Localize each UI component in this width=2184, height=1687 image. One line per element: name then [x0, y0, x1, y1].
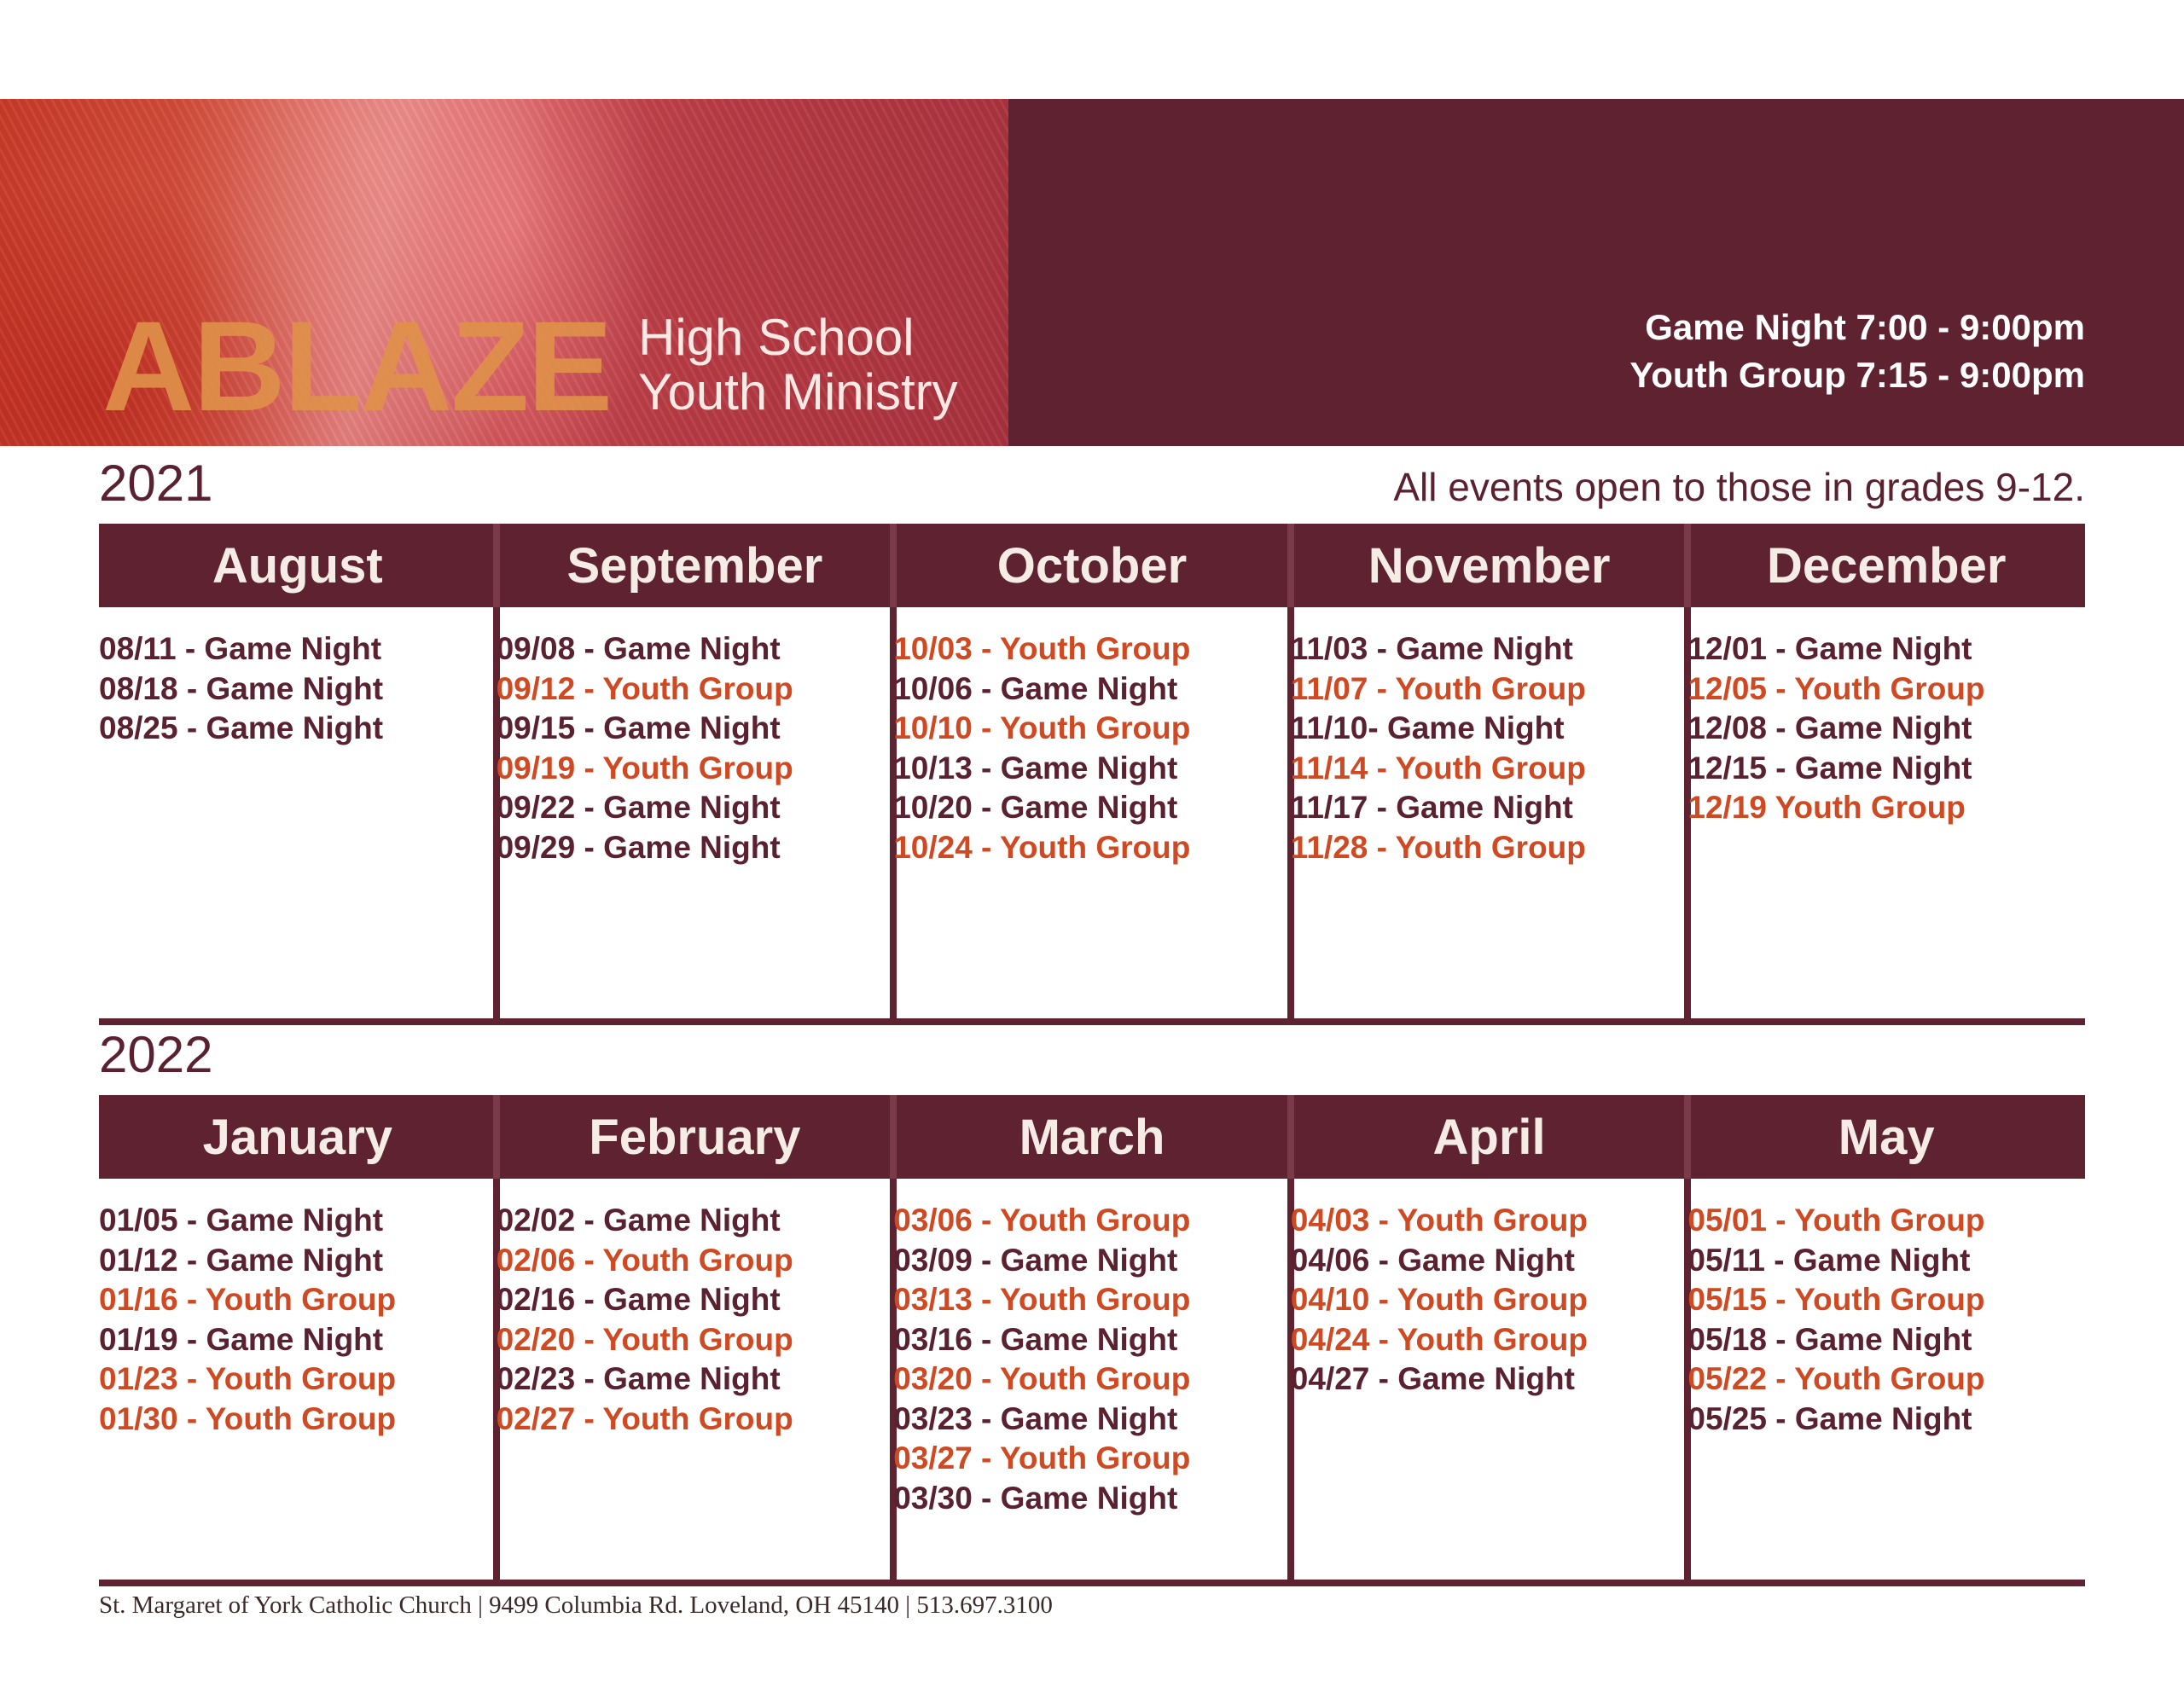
ministry-title	[638, 310, 958, 420]
month-heading: October	[996, 537, 1188, 594]
game-night-event: 03/09 - Game Night	[893, 1242, 1178, 1278]
youth-group-event: 02/27 - Youth Group	[496, 1400, 793, 1436]
game-night-event: 12/08 - Game Night	[1687, 710, 1972, 745]
month-column-december	[1687, 524, 2085, 1025]
game-night-event: 03/23 - Game Night	[893, 1400, 1178, 1436]
youth-group-event: 01/16 - Youth Group	[99, 1282, 397, 1317]
youth-group-event: 10/10 - Youth Group	[893, 710, 1191, 745]
game-night-event: 12/01 - Game Night	[1687, 631, 1972, 666]
youth-group-event: 03/20 - Youth Group	[893, 1361, 1191, 1396]
event-list	[497, 1201, 793, 1439]
game-night-event: 04/27 - Game Night	[1290, 1361, 1575, 1396]
youth-group-event: 12/19 Youth Group	[1687, 790, 1966, 825]
youth-group-time: Youth Group 7:15 - 9:00pm	[1629, 355, 2085, 395]
game-night-event: 05/11 - Game Night	[1687, 1242, 1971, 1278]
game-night-event: 09/08 - Game Night	[496, 631, 781, 666]
event-list	[1687, 1201, 1984, 1439]
month-heading: November	[1368, 537, 1611, 594]
event-times	[1629, 304, 2085, 399]
youth-group-event: 03/13 - Youth Group	[893, 1282, 1191, 1317]
youth-group-event: 04/03 - Youth Group	[1290, 1203, 1588, 1238]
calendar-grid-2021	[99, 524, 2085, 1025]
month-heading: May	[1838, 1109, 1935, 1165]
game-night-event: 10/06 - Game Night	[893, 670, 1178, 706]
game-night-event: 01/19 - Game Night	[99, 1321, 384, 1357]
month-heading: April	[1432, 1109, 1546, 1165]
game-night-event: 09/22 - Game Night	[496, 790, 781, 825]
banner-photo	[0, 99, 1008, 446]
ministry-title-line1: High School	[638, 309, 915, 366]
month-heading: September	[566, 537, 823, 594]
event-list	[1687, 629, 1984, 828]
youth-group-event: 05/01 - Youth Group	[1687, 1203, 1985, 1238]
game-night-event: 03/16 - Game Night	[893, 1321, 1178, 1357]
game-night-event: 08/25 - Game Night	[99, 710, 384, 745]
youth-group-event: 02/06 - Youth Group	[496, 1242, 793, 1278]
month-column-november	[1291, 524, 1688, 1025]
year-label-2022: 2022	[99, 1026, 213, 1083]
game-night-event: 09/15 - Game Night	[496, 710, 781, 745]
month-column-august	[99, 524, 497, 1025]
month-column-may	[1687, 1095, 2085, 1586]
grades-note: All events open to those in grades 9-12.	[1393, 465, 2085, 509]
month-column-september	[497, 524, 894, 1025]
youth-group-event: 09/19 - Youth Group	[496, 750, 793, 786]
youth-group-event: 10/03 - Youth Group	[893, 631, 1191, 666]
youth-group-event: 11/28 - Youth Group	[1290, 829, 1586, 865]
month-heading: January	[202, 1109, 393, 1165]
youth-group-event: 01/30 - Youth Group	[99, 1400, 397, 1436]
youth-group-event: 11/14 - Youth Group	[1290, 750, 1586, 786]
event-list	[99, 629, 383, 749]
game-night-event: 10/20 - Game Night	[893, 790, 1178, 825]
game-night-event: 04/06 - Game Night	[1290, 1242, 1575, 1278]
event-list	[99, 1201, 396, 1439]
game-night-event: 11/03 - Game Night	[1290, 631, 1573, 666]
calendar-grid-2022	[99, 1095, 2085, 1586]
month-heading: August	[212, 537, 383, 594]
youth-group-event: 05/22 - Youth Group	[1687, 1361, 1985, 1396]
event-list	[893, 629, 1190, 867]
year-label-2021: 2021	[99, 455, 213, 512]
youth-group-event: 04/24 - Youth Group	[1290, 1321, 1588, 1357]
game-night-event: 12/15 - Game Night	[1687, 750, 1972, 786]
youth-group-event: 01/23 - Youth Group	[99, 1361, 397, 1396]
game-night-event: 02/02 - Game Night	[496, 1203, 781, 1238]
youth-group-event: 04/10 - Youth Group	[1290, 1282, 1588, 1317]
game-night-event: 11/17 - Game Night	[1290, 790, 1573, 825]
event-list	[497, 629, 793, 867]
game-night-event: 05/25 - Game Night	[1687, 1400, 1972, 1436]
youth-group-event: 10/24 - Youth Group	[893, 829, 1191, 865]
month-column-february	[497, 1095, 894, 1586]
month-column-october	[893, 524, 1291, 1025]
youth-group-event: 09/12 - Youth Group	[496, 670, 793, 706]
month-heading: February	[589, 1109, 801, 1165]
event-list	[893, 1201, 1190, 1518]
game-night-event: 08/11 - Game Night	[99, 631, 382, 666]
game-night-event: 10/13 - Game Night	[893, 750, 1178, 786]
youth-group-event: 11/07 - Youth Group	[1290, 670, 1586, 706]
ablaze-logo: ABLAZE	[102, 294, 612, 438]
game-night-event: 09/29 - Game Night	[496, 829, 781, 865]
game-night-event: 02/16 - Game Night	[496, 1282, 781, 1317]
game-night-event: 05/18 - Game Night	[1687, 1321, 1972, 1357]
footer-address: St. Margaret of York Catholic Church | 9499 Columbia Rd. Loveland, OH 45140 | 513.697.3100	[99, 1591, 1053, 1619]
month-column-march	[893, 1095, 1291, 1586]
game-night-event: 01/12 - Game Night	[99, 1242, 384, 1278]
game-night-event: 03/30 - Game Night	[893, 1480, 1178, 1516]
month-heading: December	[1766, 537, 2007, 594]
game-night-time: Game Night 7:00 - 9:00pm	[1645, 307, 2085, 347]
event-list	[1291, 629, 1586, 867]
game-night-event: 08/18 - Game Night	[99, 670, 384, 706]
youth-group-event: 12/05 - Youth Group	[1687, 670, 1985, 706]
youth-group-event: 03/27 - Youth Group	[893, 1441, 1191, 1475]
game-night-event: 01/05 - Game Night	[99, 1203, 384, 1238]
ministry-title-line2: Youth Ministry	[638, 363, 958, 420]
month-column-january	[99, 1095, 497, 1586]
event-list	[1291, 1201, 1588, 1400]
header-banner	[0, 99, 2184, 446]
month-column-april	[1291, 1095, 1688, 1586]
month-heading: March	[1019, 1109, 1165, 1165]
youth-group-event: 03/06 - Youth Group	[893, 1203, 1191, 1238]
youth-group-event: 02/20 - Youth Group	[496, 1321, 793, 1357]
game-night-event: 02/23 - Game Night	[496, 1361, 781, 1396]
game-night-event: 11/10- Game Night	[1290, 710, 1565, 745]
youth-group-event: 05/15 - Youth Group	[1687, 1282, 1985, 1317]
